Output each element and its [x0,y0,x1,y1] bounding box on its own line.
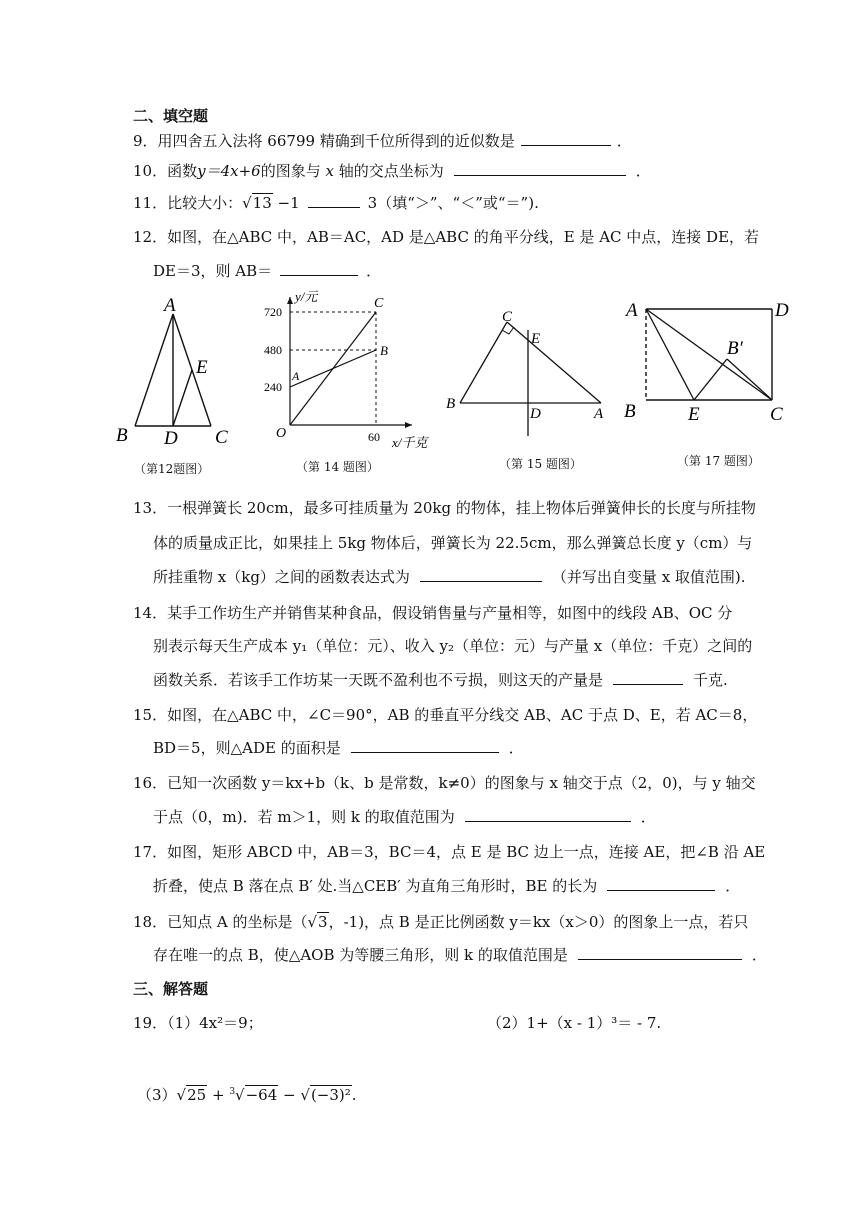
q11-answer-blank[interactable] [308,193,360,208]
fig12-label-d: D [164,428,178,449]
q15-text: BD＝5，则△ADE 的面积是 [153,739,341,757]
question-19-part2: （2）1+（x - 1）³＝ - 7. [487,1014,662,1032]
fig14-label-o: O [276,426,287,441]
fig12-caption: （第12题图） [134,462,210,476]
q11-radicand: 13 [252,194,272,212]
fig17-label-c: C [770,404,783,425]
question-13-line1: 13．一根弹簧长 20cm，最多可挂质量为 20kg 的物体，挂上物体后弹簧伸长的长度与所挂物 [133,499,756,517]
q18-text-2: 存在唯一的点 B，使△AOB 为等腰三角形，则 k 的取值范围是 [153,946,568,964]
section-heading-solve: 三、解答题 [133,980,209,998]
fig17-label-b: B [624,401,636,422]
q12-text: DE＝3，则 AB＝ [153,262,273,280]
question-14-line2: 别表示每天生产成本 y₁（单位：元）、收入 y₂（单位：元）与产量 x（单位：千克）之间的 [153,637,753,655]
q18-text: 18．已知点 A 的坐标是（ [133,913,308,931]
q10-answer-blank[interactable] [454,161,626,176]
question-13-line3 [153,567,746,587]
fig14-tick-720: 720 [264,305,282,319]
fig14-x-label: x/千克 [392,435,428,450]
fig15-side-ca [507,322,601,403]
q19-p3-plus: + [207,1086,230,1104]
section-heading-fill-blank: 二、填空题 [133,107,209,125]
q15-end: ． [508,739,524,757]
question-19-part3: （3）√25 + $^3$√−64 − √(−3)². [137,1086,357,1104]
fig12-label-c: C [215,427,228,448]
fig17-segment-eb [694,359,727,400]
fig14-y-label: y/元 [295,289,318,304]
fig12-label-a: A [164,296,176,316]
question-16-line2 [153,807,656,827]
fig14-label-c: C [374,296,384,311]
q13-answer-blank[interactable] [420,567,542,582]
q11-after: −1 [277,194,300,212]
q18-radicand: 3 [318,913,328,931]
q9-text: 9．用四舍五入法将 66799 精确到千位所得到的近似数是 [133,132,515,150]
q19-p3-sqrt-neg3-sq: (−3)² [310,1086,351,1104]
figure-12-triangle [108,296,248,456]
question-12-line2 [153,261,381,281]
fig14-caption: （第 14 题图） [296,460,379,474]
q10-post: 轴的交点坐标为 [338,162,444,180]
fig14-label-a: A [292,369,300,383]
q10-expr: y＝4x+6 [197,162,261,180]
fig17-caption: （第 17 题图） [677,454,760,468]
fig17-label-a: A [626,300,638,321]
fig17-label-b-prime: B′ [727,338,743,359]
q18-answer-blank[interactable] [578,945,742,960]
fig12-label-b: B [116,425,128,446]
q10-text: 10．函数 [133,162,198,180]
q14-end: 千克. [693,671,728,689]
question-18-line2 [153,945,767,965]
fig12-label-e: E [196,357,208,378]
question-11: 11．比较大小：√13 −1 3（填“＞”、“＜”或“＝”). [133,194,539,212]
question-15-line2 [153,738,524,758]
q18-text-cont: ，-1)，点 B 是正比例函数 y＝kx（x＞0）的图象上一点，若只 [328,913,749,931]
question-13-line2: 体的质量成正比，如果挂上 5kg 物体后，弹簧长为 22.5cm，那么弹簧总长度 y（cm）与 [153,534,753,552]
q14-answer-blank[interactable] [613,670,683,685]
fig14-label-b: B [380,343,388,358]
q10-end: ． [635,162,651,180]
q17-end: ． [725,877,741,895]
question-17-line1: 17．如图，矩形 ABCD 中，AB＝3，BC＝4，点 E 是 BC 边上一点，连接 AE，把∠B 沿 AE [133,843,766,861]
figure-14-graph [262,285,434,453]
q11-post: 3（填“＞”、“＜”或“＝”). [367,194,539,212]
fig14-tick-240: 240 [264,380,282,394]
q10-mid: 的图象与 [260,162,321,180]
fig17-segment-ae [646,309,694,400]
q12-end: ． [366,262,382,280]
fig17-label-e: E [688,404,700,425]
fig15-label-d: D [530,406,541,422]
q19-p3-cube-index: 3 [229,1087,236,1097]
q19-p3-end: . [351,1086,357,1104]
question-15-line1: 15．如图，在△ABC 中，∠C＝90°，AB 的垂直平分线交 AB、AC 于点 D、E，若 AC＝8， [133,706,758,724]
q14-text: 函数关系．若该手工作坊某一天既不盈利也不亏损，则这天的产量是 [153,671,604,689]
fig17-label-d: D [775,300,789,321]
q11-text: 11．比较大小： [133,194,243,212]
q19-p3-cbrt-neg64: −64 [245,1086,278,1104]
question-14-line3 [153,670,728,690]
question-17-line2 [153,876,740,896]
figure-15-triangle [443,300,618,442]
q17-text: 折叠，使点 B 落在点 B′ 处.当△CEB′ 为直角三角形时，BE 的长为 [153,877,598,895]
q15-answer-blank[interactable] [351,738,499,753]
q9-end: ． [616,132,632,150]
q12-answer-blank[interactable] [280,261,358,276]
fig15-label-a: A [594,406,604,422]
q18-end: ． [751,946,767,964]
fig15-caption: （第 15 题图） [499,457,582,471]
fig14-line-ab [290,350,376,387]
question-10 [133,161,651,181]
fig15-label-c: C [502,309,513,325]
fig15-side-cb [460,322,507,403]
fig14-tick-60: 60 [368,430,380,444]
question-9 [133,131,632,151]
fig17-segment-bc [727,359,772,400]
q19-p3-minus: − [278,1086,301,1104]
q16-end: ． [640,808,656,826]
fig12-segment-de [173,370,192,426]
fig17-diagonal-ac [646,309,772,400]
q19-p3-label: （3） [137,1086,177,1104]
q10-var: x [325,162,334,180]
fig12-side-ab [135,314,173,426]
question-18-line1: 18．已知点 A 的坐标是（√3，-1)，点 B 是正比例函数 y＝kx（x＞0）的图象上一点，若只 [133,913,749,931]
fig15-label-e: E [531,331,541,347]
q16-text: 于点（0，m)．若 m＞1，则 k 的取值范围为 [153,808,455,826]
q16-answer-blank[interactable] [465,807,631,822]
q9-answer-blank[interactable] [521,131,611,146]
question-14-line1: 14．某手工作坊生产并销售某种食品，假设销售量与产量相等，如图中的线段 AB、OC 分 [133,604,733,622]
fig15-label-b: B [446,396,456,412]
question-16-line1: 16．已知一次函数 y＝kx+b（k、b 是常数，k≠0）的图象与 x 轴交于点（2，0)，与 y 轴交 [133,774,756,792]
q13-text: 所挂重物 x（kg）之间的函数表达式为 [153,568,410,586]
q19-p3-sqrt-25: 25 [187,1086,207,1104]
question-19-part1: 19．（1）4x²＝9； [133,1014,263,1032]
q17-answer-blank[interactable] [607,876,715,891]
fig14-tick-480: 480 [264,343,282,357]
q13-end: （并写出自变量 x 取值范围). [551,568,746,586]
question-12-line1: 12．如图，在△ABC 中，AB＝AC，AD 是△ABC 的角平分线，E 是 AC 中点，连接 DE，若 [133,228,760,246]
figure-17-rectangle [620,292,820,432]
